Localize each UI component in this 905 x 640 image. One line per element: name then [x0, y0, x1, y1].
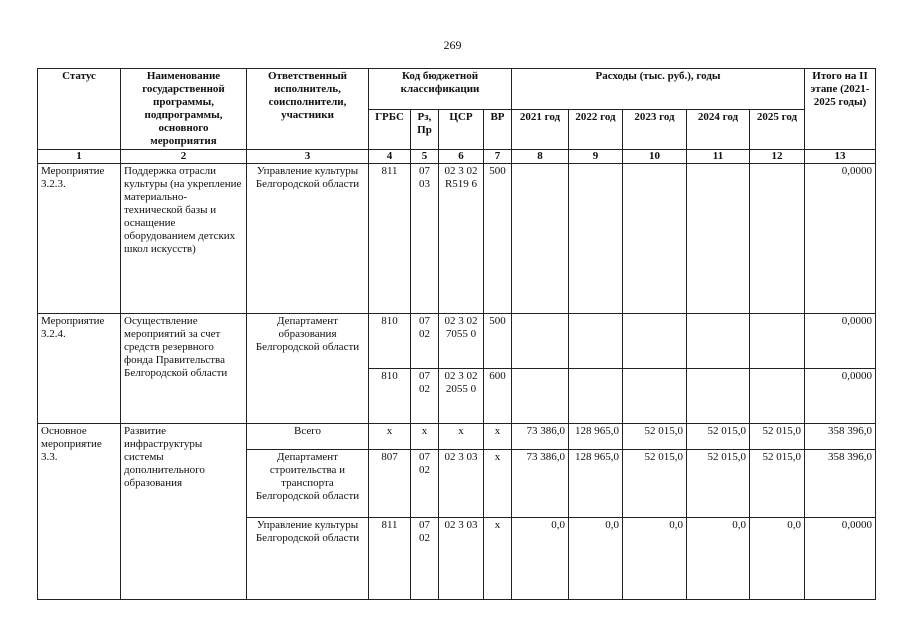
cell-csr: 02 3 02 2055 0	[439, 369, 484, 424]
col-number: 13	[805, 150, 876, 164]
budget-table	[37, 68, 876, 600]
header-2025: 2025 год	[750, 109, 805, 150]
col-number: 8	[512, 150, 569, 164]
header-2022: 2022 год	[569, 109, 623, 150]
cell-executor: Управление культуры Белгородской области	[247, 518, 369, 600]
cell-name: Развитие инфраструктуры системы дополнительного образования	[121, 424, 247, 600]
header-budget-code: Код бюджетной классификации	[369, 69, 512, 110]
cell-2024: 52 015,0	[687, 450, 750, 518]
header-expenses: Расходы (тыс. руб.), годы	[512, 69, 805, 110]
cell-vr: x	[484, 424, 512, 450]
col-number: 4	[369, 150, 411, 164]
header-2024: 2024 год	[687, 109, 750, 150]
table-row	[38, 164, 876, 314]
cell-rzpr: 07 03	[411, 164, 439, 314]
cell-executor: Управление культуры Белгородской области	[247, 164, 369, 314]
cell-grbs: 807	[369, 450, 411, 518]
cell-executor: Департамент образования Белгородской области	[247, 314, 369, 424]
header-csr: ЦСР	[439, 109, 484, 150]
header-vr: ВР	[484, 109, 512, 150]
cell-2022	[569, 164, 623, 314]
cell-vr: 500	[484, 314, 512, 369]
cell-executor: Департамент строительства и транспорта Белгородской области	[247, 450, 369, 518]
cell-rzpr: 07 02	[411, 518, 439, 600]
cell-executor: Всего	[247, 424, 369, 450]
col-number: 7	[484, 150, 512, 164]
cell-2023	[623, 314, 687, 369]
cell-csr: 02 3 02 7055 0	[439, 314, 484, 369]
cell-2023: 0,0	[623, 518, 687, 600]
cell-2022	[569, 314, 623, 369]
cell-csr: 02 3 03	[439, 518, 484, 600]
cell-2021: 73 386,0	[512, 424, 569, 450]
cell-2024	[687, 164, 750, 314]
header-executor: Ответственный исполнитель, соисполнители, участники	[247, 69, 369, 150]
cell-rzpr: 07 02	[411, 450, 439, 518]
cell-2025	[750, 314, 805, 369]
col-number: 6	[439, 150, 484, 164]
cell-2022: 0,0	[569, 518, 623, 600]
col-number: 3	[247, 150, 369, 164]
cell-grbs: x	[369, 424, 411, 450]
cell-status: Мероприятие 3.2.4.	[38, 314, 121, 424]
header-rzpr: Рз, Пр	[411, 109, 439, 150]
column-number-row	[38, 150, 876, 164]
cell-csr: 02 3 03	[439, 450, 484, 518]
cell-2024	[687, 369, 750, 424]
cell-2023	[623, 369, 687, 424]
cell-rzpr: 07 02	[411, 369, 439, 424]
header-row	[38, 69, 876, 110]
cell-2021	[512, 164, 569, 314]
col-number: 12	[750, 150, 805, 164]
cell-2024: 52 015,0	[687, 424, 750, 450]
cell-rzpr: 07 02	[411, 314, 439, 369]
cell-grbs: 810	[369, 369, 411, 424]
table-row	[38, 424, 876, 450]
cell-total: 0,0000	[805, 314, 876, 369]
cell-grbs: 810	[369, 314, 411, 369]
cell-2021	[512, 314, 569, 369]
cell-status: Основное мероприятие 3.3.	[38, 424, 121, 600]
cell-total: 358 396,0	[805, 450, 876, 518]
col-number: 10	[623, 150, 687, 164]
cell-2022: 128 965,0	[569, 424, 623, 450]
cell-csr: 02 3 02 R519 6	[439, 164, 484, 314]
cell-vr: x	[484, 450, 512, 518]
cell-rzpr: x	[411, 424, 439, 450]
header-2023: 2023 год	[623, 109, 687, 150]
header-grbs: ГРБС	[369, 109, 411, 150]
col-number: 1	[38, 150, 121, 164]
header-name: Наименование государственной программы, подпрограммы, основного мероприятия	[121, 69, 247, 150]
cell-2023: 52 015,0	[623, 450, 687, 518]
cell-2021	[512, 369, 569, 424]
table-row	[38, 314, 876, 369]
cell-total: 0,0000	[805, 369, 876, 424]
header-status: Статус	[38, 69, 121, 150]
page-number: 269	[443, 38, 462, 52]
cell-2025	[750, 369, 805, 424]
cell-2025: 0,0	[750, 518, 805, 600]
col-number: 2	[121, 150, 247, 164]
cell-total: 0,0000	[805, 164, 876, 314]
cell-2021: 73 386,0	[512, 450, 569, 518]
cell-vr: 500	[484, 164, 512, 314]
cell-2025	[750, 164, 805, 314]
cell-2023: 52 015,0	[623, 424, 687, 450]
cell-2023	[623, 164, 687, 314]
cell-2024	[687, 314, 750, 369]
cell-name: Поддержка отрасли культуры (на укрепление материально-технической базы и оснащение оборудованием детских школ искусств)	[121, 164, 247, 314]
col-number: 9	[569, 150, 623, 164]
header-2021: 2021 год	[512, 109, 569, 150]
cell-grbs: 811	[369, 164, 411, 314]
cell-total: 0,0000	[805, 518, 876, 600]
cell-total: 358 396,0	[805, 424, 876, 450]
cell-name: Осуществление мероприятий за счет средств резервного фонда Правительства Белгородской области	[121, 314, 247, 424]
cell-2022: 128 965,0	[569, 450, 623, 518]
col-number: 11	[687, 150, 750, 164]
cell-vr: 600	[484, 369, 512, 424]
cell-status: Мероприятие 3.2.3.	[38, 164, 121, 314]
cell-grbs: 811	[369, 518, 411, 600]
header-total: Итого на II этапе (2021-2025 годы)	[805, 69, 876, 150]
cell-vr: x	[484, 518, 512, 600]
cell-2024: 0,0	[687, 518, 750, 600]
cell-2022	[569, 369, 623, 424]
cell-2021: 0,0	[512, 518, 569, 600]
cell-csr: x	[439, 424, 484, 450]
cell-2025: 52 015,0	[750, 424, 805, 450]
col-number: 5	[411, 150, 439, 164]
cell-2025: 52 015,0	[750, 450, 805, 518]
